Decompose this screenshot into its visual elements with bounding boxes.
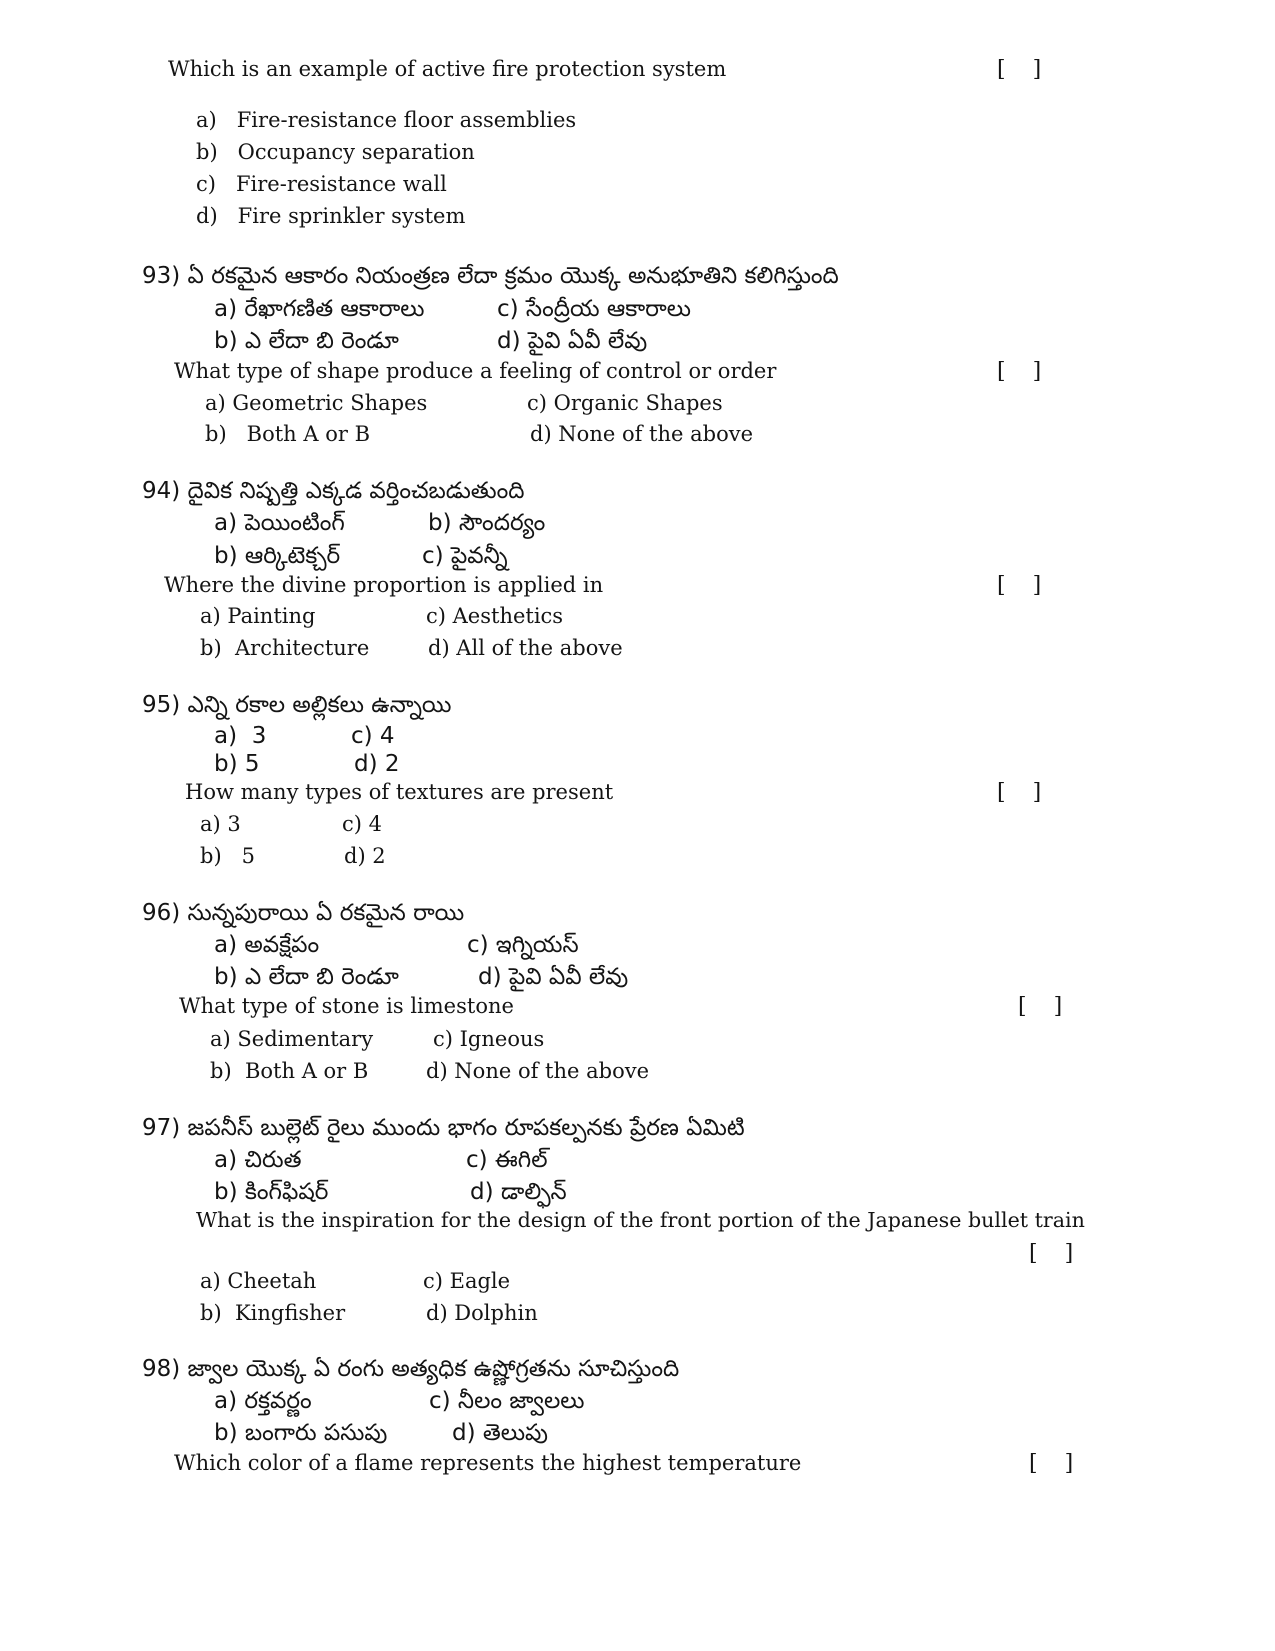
q94-answer-bracket: [ ] (997, 573, 1052, 598)
q92-option-c: c) Fire-resistance wall (196, 172, 447, 196)
q95-question-te: 95) ఎన్ని రకాల అల్లికలు ఉన్నాయి (142, 692, 452, 718)
q98-option-b-te: b) బంగారు పసుపు (214, 1420, 388, 1446)
q97-answer-bracket: [ ] (1029, 1241, 1084, 1266)
q92-option-b: b) Occupancy separation (196, 140, 475, 164)
q93-option-d-en: d) None of the above (530, 422, 754, 446)
q94-option-c-te: c) పైవన్నీ (422, 543, 508, 569)
q97-option-c-te: c) ఈగిల్ (466, 1147, 548, 1173)
q92-option-d: d) Fire sprinkler system (196, 204, 466, 228)
q93-option-c-en: c) Organic Shapes (527, 391, 723, 415)
q98-option-d-te: d) తెలుపు (452, 1420, 548, 1446)
q93-option-b-en: b) Both A or B (205, 422, 371, 446)
q97-option-c-en: c) Eagle (423, 1269, 511, 1293)
q96-option-a-te: a) అవక్షేపం (214, 932, 320, 958)
q94-option-a-te: a) పెయింటింగ్ (214, 510, 345, 536)
q93-option-a-en: a) Geometric Shapes (205, 391, 428, 415)
q95-question-en: How many types of textures are present (185, 780, 614, 804)
q94-question-te: 94) దైవిక నిష్పత్తి ఎక్కడ వర్తించబడుతుంది (142, 478, 525, 504)
q95-option-c-te: c) 4 (351, 723, 395, 749)
q96-option-c-en: c) Igneous (433, 1027, 545, 1051)
q93-option-b-te: b) ఎ లేదా బి రెండూ (214, 328, 399, 354)
q96-option-c-te: c) ఇగ్నియస్ (467, 932, 579, 958)
q95-option-a-en: a) 3 (200, 812, 241, 836)
q93-option-d-te: d) పైవి ఏవీ లేవు (497, 328, 648, 354)
q98-option-c-te: c) నీలం జ్వాలలు (429, 1388, 585, 1414)
q95-option-b-te: b) 5 (214, 751, 260, 777)
q97-option-a-en: a) Cheetah (200, 1269, 317, 1293)
q97-option-d-en: d) Dolphin (426, 1301, 538, 1325)
q97-question-en: What is the inspiration for the design of the front portion of the Japanese bullet train (196, 1208, 1085, 1232)
q95-option-d-en: d) 2 (344, 844, 386, 868)
q98-question-te: 98) జ్వాల యొక్క ఏ రంగు అత్యధిక ఉష్ణోగ్రతను సూచిస్తుంది (142, 1356, 680, 1382)
q94-question-en: Where the divine proportion is applied in (164, 573, 604, 597)
q97-option-b-en: b) Kingfisher (200, 1301, 346, 1325)
q93-question-te: 93) ఏ రకమైన ఆకారం నియంత్రణ లేదా క్రమం యొక్క అనుభూతిని కలిగిస్తుంది (142, 263, 839, 289)
q96-option-b-en: b) Both A or B (210, 1059, 369, 1083)
q95-option-c-en: c) 4 (342, 812, 382, 836)
q92-question-en: Which is an example of active fire protection system (168, 57, 727, 81)
q95-option-a-te: a) 3 (214, 723, 267, 749)
q96-question-en: What type of stone is limestone (179, 994, 514, 1018)
q94-option-b-te-first: b) సౌందర్యం (428, 510, 546, 536)
q97-question-te: 97) జపనీస్ బుల్లెట్ రైలు ముందు భాగం రూపకల్పనకు ప్రేరణ ఏమిటి (142, 1115, 745, 1141)
q93-option-c-te: c) సేంద్రీయ ఆకారాలు (497, 296, 691, 322)
q96-option-a-en: a) Sedimentary (210, 1027, 374, 1051)
q94-option-d-en: d) All of the above (428, 636, 623, 660)
q93-question-en: What type of shape produce a feeling of control or order (174, 359, 777, 383)
q98-question-en: Which color of a flame represents the highest temperature (174, 1451, 802, 1475)
q92-answer-bracket: [ ] (997, 57, 1052, 82)
q95-option-b-en: b) 5 (200, 844, 256, 868)
q94-option-c-en: c) Aesthetics (426, 604, 564, 628)
q92-option-a: a) Fire-resistance floor assemblies (196, 108, 577, 132)
q95-option-d-te: d) 2 (354, 751, 400, 777)
q98-option-a-te: a) రక్తవర్ణం (214, 1388, 312, 1414)
q96-option-d-en: d) None of the above (426, 1059, 650, 1083)
q97-option-b-te: b) కింగ్‌ఫిషర్ (214, 1179, 329, 1205)
q94-option-b-te: b) ఆర్కిటెక్చర్ (214, 543, 341, 569)
q97-option-a-te: a) చిరుత (214, 1147, 302, 1173)
q96-option-d-te: d) పైవి ఏవీ లేవు (478, 964, 629, 990)
q93-answer-bracket: [ ] (997, 359, 1052, 384)
q94-option-a-en: a) Painting (200, 604, 316, 628)
q96-answer-bracket: [ ] (1018, 994, 1073, 1019)
q95-answer-bracket: [ ] (997, 780, 1052, 805)
q94-option-b-en: b) Architecture (200, 636, 370, 660)
q93-option-a-te: a) రేఖాగణిత ఆకారాలు (214, 296, 425, 322)
q96-option-b-te: b) ఎ లేదా బి రెండూ (214, 964, 399, 990)
q98-answer-bracket: [ ] (1029, 1451, 1084, 1476)
q96-question-te: 96) సున్నపురాయి ఏ రకమైన రాయి (142, 900, 465, 926)
q97-option-d-te: d) డాల్ఫిన్ (470, 1179, 567, 1205)
